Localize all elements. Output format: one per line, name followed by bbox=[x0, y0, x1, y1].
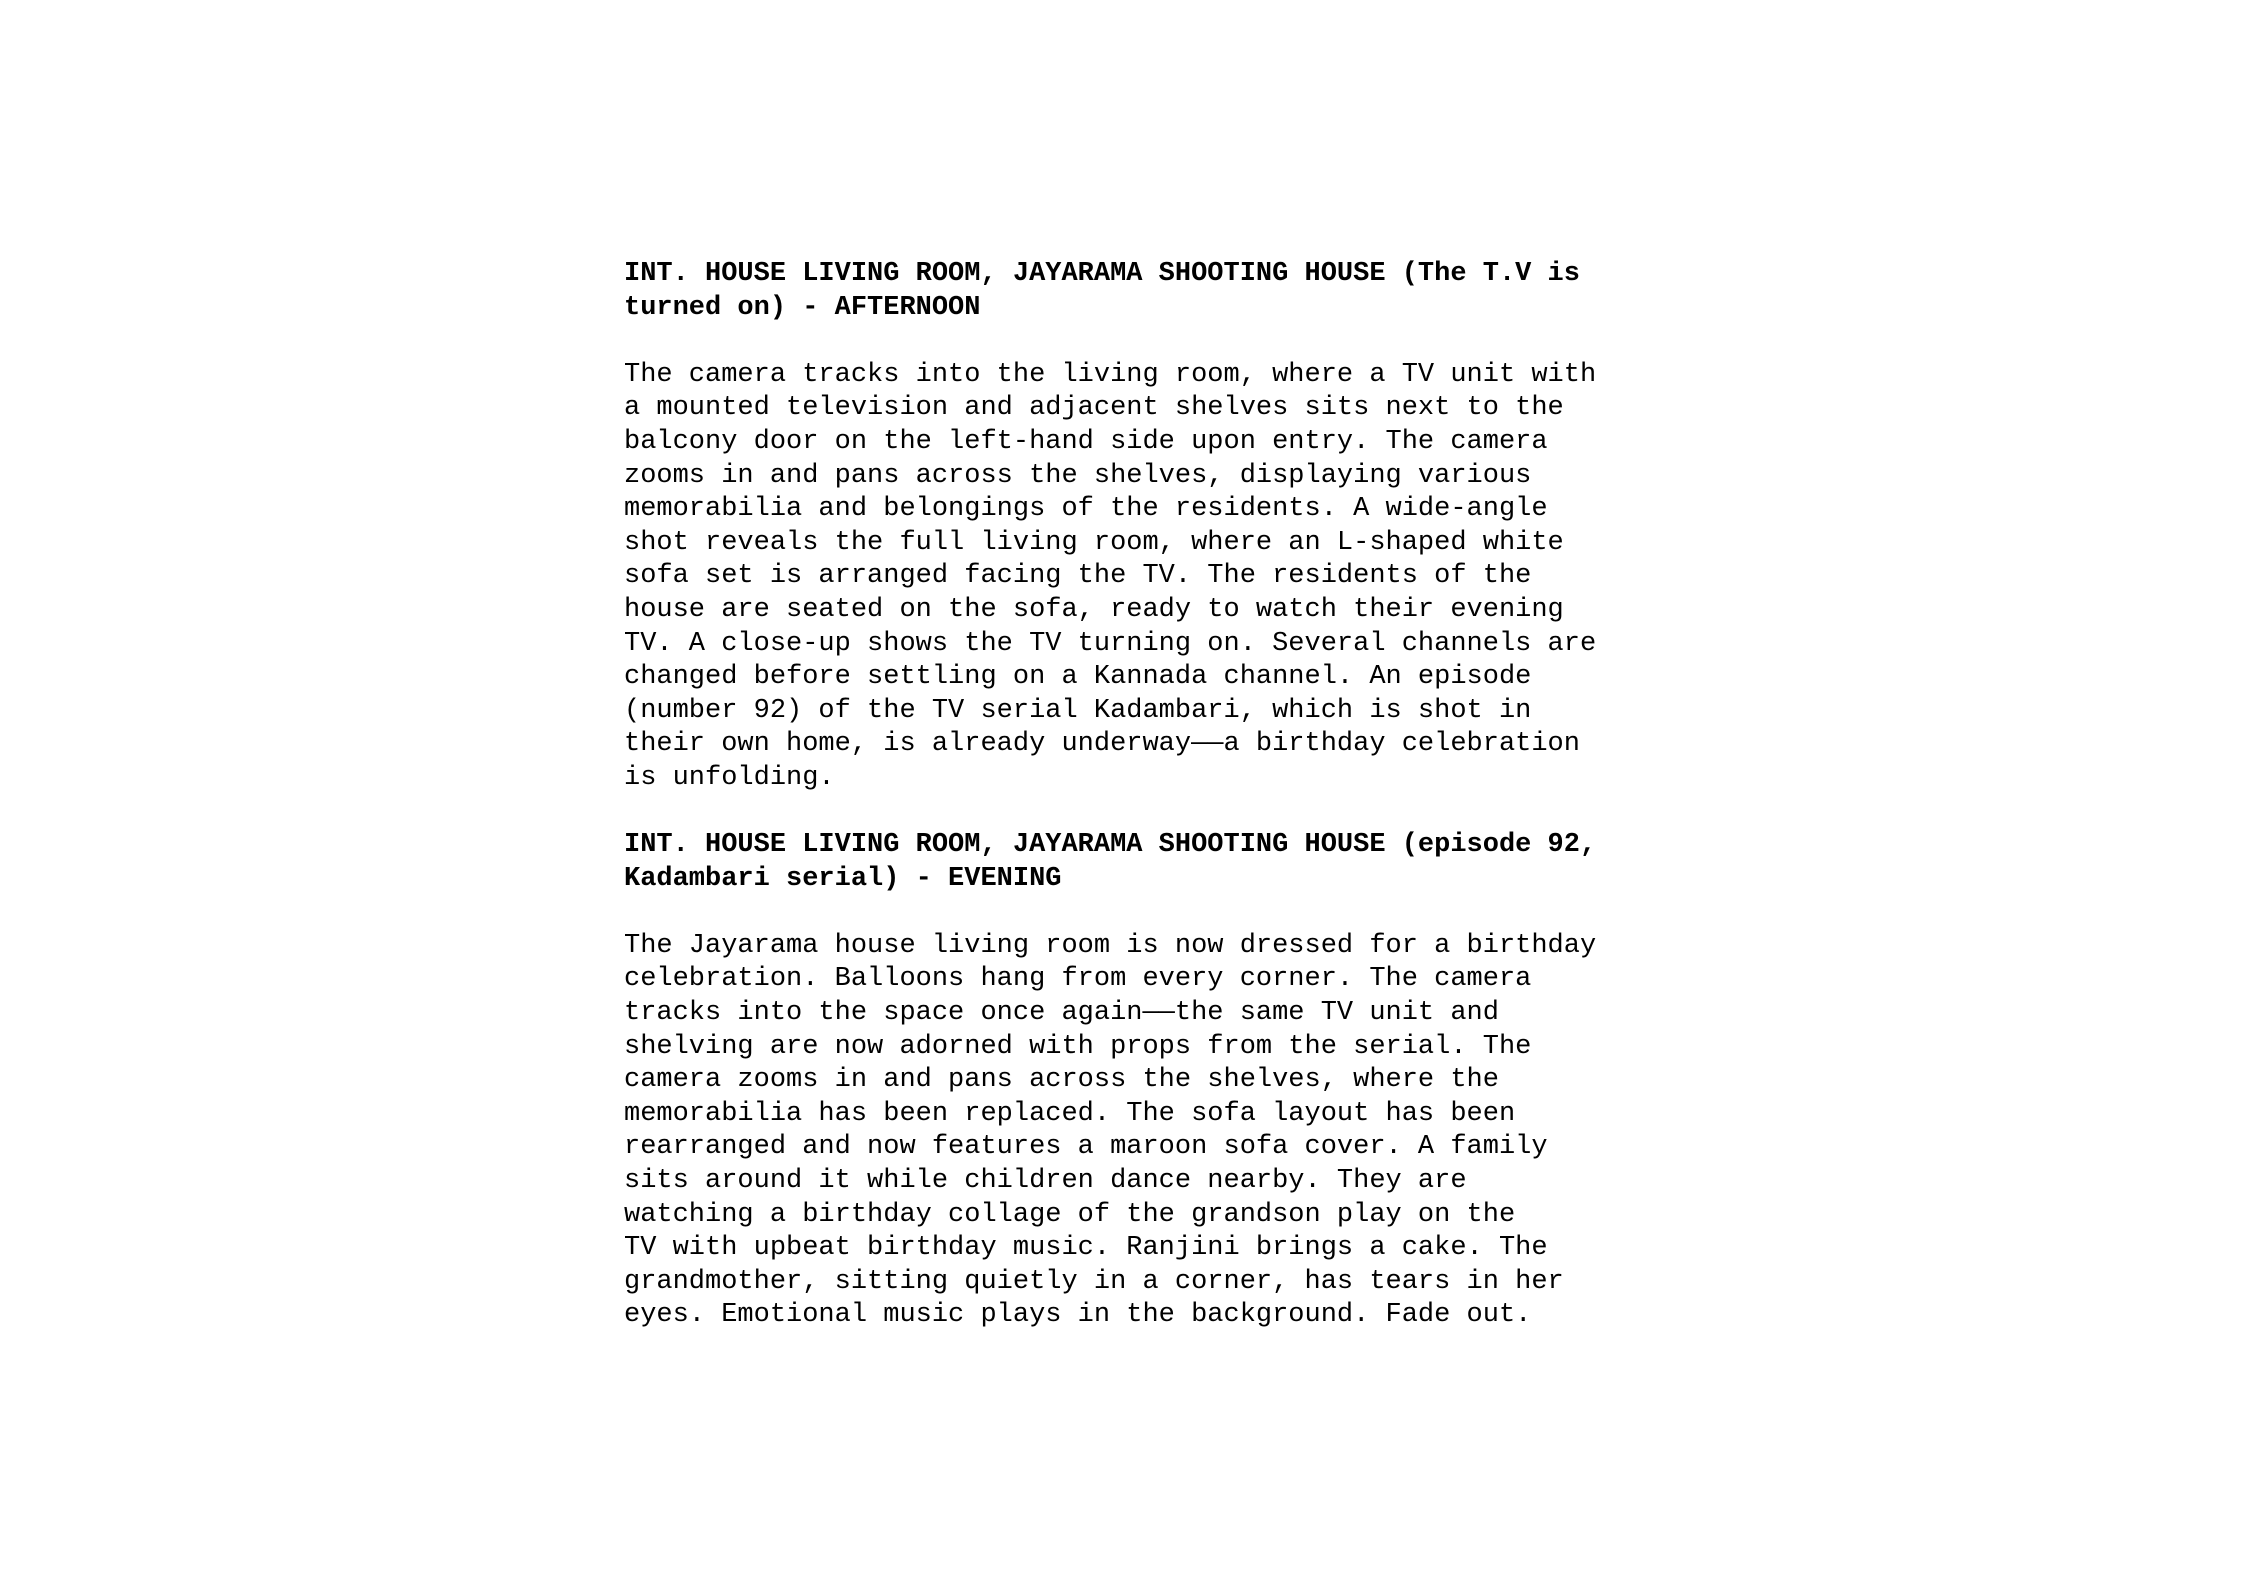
scene-heading-line: INT. HOUSE LIVING ROOM, JAYARAMA SHOOTING HOUSE (The T.V is bbox=[624, 259, 1580, 289]
action-line: house are seated on the sofa, ready to watch their evening bbox=[624, 594, 1564, 625]
action-line: camera zooms in and pans across the shelves, where the bbox=[624, 1065, 1499, 1096]
action-line: TV with upbeat birthday music. Ranjini brings a cake. The bbox=[624, 1233, 1548, 1264]
action-line: sits around it while children dance nearby. They are bbox=[624, 1166, 1467, 1197]
action-line: grandmother, sitting quietly in a corner, has tears in her bbox=[624, 1266, 1564, 1297]
action-line: tracks into the space once again——the same TV unit and bbox=[624, 998, 1499, 1029]
action-line: celebration. Balloons hang from every corner. The camera bbox=[624, 964, 1532, 995]
scene-heading-1 bbox=[624, 258, 1704, 325]
action-line: a mounted television and adjacent shelves sits next to the bbox=[624, 393, 1564, 424]
spacer bbox=[624, 896, 1704, 930]
action-line: sofa set is arranged facing the TV. The residents of the bbox=[624, 561, 1532, 592]
action-line: (number 92) of the TV serial Kadambari, which is shot in bbox=[624, 695, 1532, 726]
spacer bbox=[624, 325, 1704, 359]
action-paragraph-2 bbox=[624, 930, 1704, 1333]
action-line: memorabilia has been replaced. The sofa layout has been bbox=[624, 1098, 1516, 1129]
scene-heading-line: turned on) - AFTERNOON bbox=[624, 292, 981, 323]
spacer bbox=[624, 796, 1704, 830]
action-line: The camera tracks into the living room, where a TV unit with bbox=[624, 359, 1597, 390]
scene-heading-2 bbox=[624, 829, 1704, 896]
action-line: eyes. Emotional music plays in the background. Fade out. bbox=[624, 1300, 1532, 1331]
action-line: zooms in and pans across the shelves, displaying various bbox=[624, 460, 1532, 491]
action-line: shelving are now adorned with props from the serial. The bbox=[624, 1031, 1532, 1062]
screenplay-body bbox=[624, 258, 1704, 1333]
action-line: The Jayarama house living room is now dressed for a birthday bbox=[624, 930, 1597, 961]
action-line: changed before settling on a Kannada channel. An episode bbox=[624, 662, 1532, 693]
action-line: shot reveals the full living room, where an L-shaped white bbox=[624, 527, 1564, 558]
scene-heading-line: Kadambari serial) - EVENING bbox=[624, 863, 1062, 894]
action-line: is unfolding. bbox=[624, 762, 835, 793]
action-line: balcony door on the left-hand side upon entry. The camera bbox=[624, 426, 1548, 457]
action-line: TV. A close-up shows the TV turning on. Several channels are bbox=[624, 628, 1597, 659]
action-line: memorabilia and belongings of the residents. A wide-angle bbox=[624, 494, 1548, 525]
scene-heading-line: INT. HOUSE LIVING ROOM, JAYARAMA SHOOTING HOUSE (episode 92, bbox=[624, 830, 1597, 861]
action-line: rearranged and now features a maroon sofa cover. A family bbox=[624, 1132, 1548, 1163]
action-line: their own home, is already underway——a birthday celebration bbox=[624, 729, 1580, 760]
action-paragraph-1 bbox=[624, 359, 1704, 796]
action-line: watching a birthday collage of the grandson play on the bbox=[624, 1199, 1516, 1230]
